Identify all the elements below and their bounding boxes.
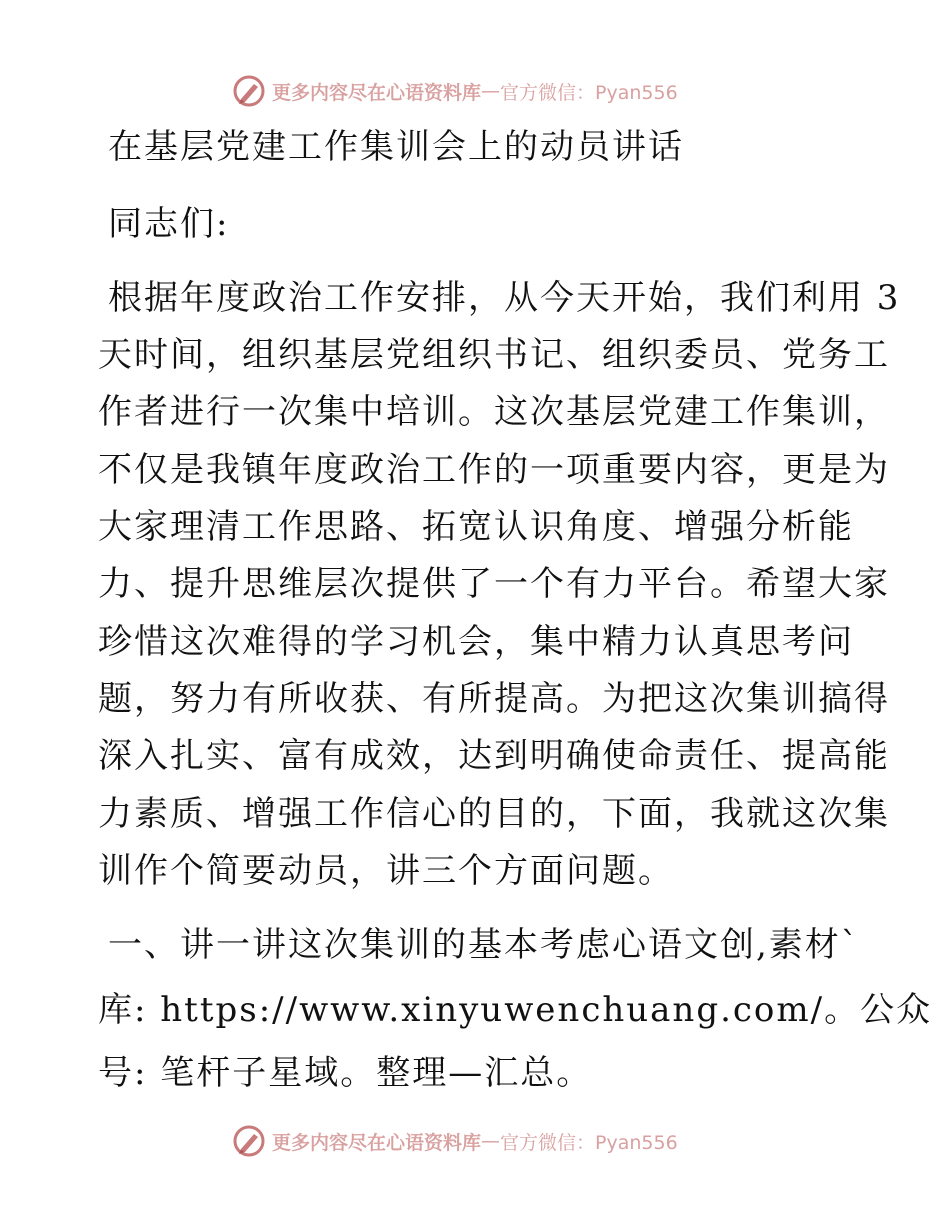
watermark-banner-bottom: [232, 1124, 678, 1158]
watermark-main-text: 更多内容尽在心语资料库: [272, 81, 482, 104]
paragraph-line: 根据年度政治工作安排，从今天开始，我们利用 3: [108, 278, 901, 318]
paragraph-line: 天时间，组织基层党组织书记、组织委员、党务工: [98, 335, 890, 375]
watermark-contact: 官方微信：Pyan556: [500, 81, 678, 104]
watermark-separator: —: [481, 80, 501, 102]
salutation: 同志们:: [108, 204, 230, 244]
paragraph-line: 力素质、增强工作信心的目的，下面，我就这次集: [98, 794, 890, 834]
pen-logo-icon: [232, 74, 266, 108]
paragraph-line: 珍惜这次难得的学习机会，集中精力认真思考问: [98, 622, 854, 662]
paragraph-line: 力、提升思维层次提供了一个有力平台。希望大家: [98, 564, 890, 604]
paragraph-line: 训作个简要动员，讲三个方面问题。: [98, 851, 674, 891]
paragraph-line: 题，努力有所收获、有所提高。为把这次集训搞得: [98, 679, 890, 719]
paragraph-line: 不仅是我镇年度政治工作的一项重要内容，更是为: [98, 450, 890, 490]
section-heading-line: 一、讲一讲这次集训的基本考虑心语文创,素材`: [108, 925, 860, 965]
pen-logo-icon: [232, 1124, 266, 1158]
watermark-contact: 官方微信：Pyan556: [500, 1131, 678, 1154]
section-heading-line: 库: https://www.xinyuwenchuang.com/。公众: [98, 990, 933, 1030]
document-title: 在基层党建工作集训会上的动员讲话: [108, 127, 684, 167]
paragraph-line: 深入扎实、富有成效，达到明确使命责任、提高能: [98, 736, 890, 776]
paragraph-line: 作者进行一次集中培训。这次基层党建工作集训，: [98, 392, 890, 432]
section-heading-line: 号: 笔杆子星域。整理—汇总。: [98, 1053, 593, 1093]
watermark-banner-top: [232, 74, 678, 108]
watermark-main-text: 更多内容尽在心语资料库: [272, 1131, 482, 1154]
watermark-separator: —: [481, 1130, 501, 1152]
paragraph-line: 大家理清工作思路、拓宽认识角度、增强分析能: [98, 507, 854, 547]
